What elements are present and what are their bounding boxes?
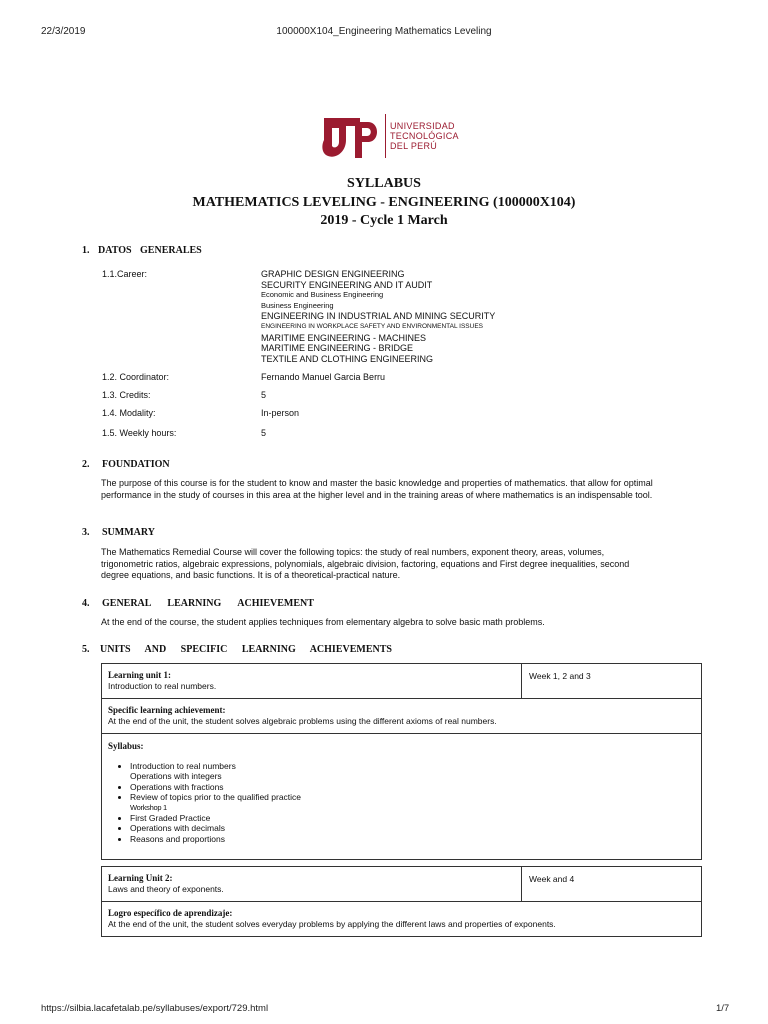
list-item: • First Graded Practice xyxy=(130,813,701,823)
foundation-text: The purpose of this course is for the student to know and master the basic knowledge and properties of mathematics. that allow for optimal performance in the study of courses in this area at the higher level and in the training areas of where mathematics is an indispensable tool. xyxy=(101,478,653,500)
unit2-achievement-text: At the end of the unit, the student solves everyday problems by applying the different laws and properties of exponents. xyxy=(108,919,556,929)
section-5-title: UNITS AND SPECIFIC LEARNING ACHIEVEMENTS xyxy=(100,644,392,655)
logo-line-1: UNIVERSIDAD xyxy=(390,121,455,131)
hours-value: 5 xyxy=(261,428,267,438)
modality-value: In-person xyxy=(261,408,300,418)
print-title: 100000X104_Engineering Mathematics Leveling xyxy=(276,26,492,37)
section-3-title: SUMMARY xyxy=(102,527,155,538)
section-3-number: 3. xyxy=(82,527,90,538)
career-item: ENGINEERING IN INDUSTRIAL AND MINING SECURITY xyxy=(261,311,496,322)
achievement-text: At the end of the course, the student applies techniques from elementary algebra to solve basic math problems. xyxy=(101,617,545,627)
unit1-weeks-cell xyxy=(521,663,702,699)
footer-url-link[interactable]: https://silbia.lacafetalab.pe/syllabuses/export/729.html xyxy=(41,1003,269,1014)
coordinator-label: 1.2. Coordinator: xyxy=(102,372,170,382)
unit1-syllabus-list xyxy=(102,761,701,844)
unit2-achievement-cell xyxy=(101,901,702,937)
list-item: • Operations with fractions xyxy=(130,782,701,792)
unit1-title-cell xyxy=(101,663,522,699)
logo-line-2: TECNOLÓGICA xyxy=(390,131,459,141)
hours-label: 1.5. Weekly hours: xyxy=(102,428,177,438)
section-2-number: 2. xyxy=(82,459,90,470)
unit1-syllabus-title: Syllabus: xyxy=(108,741,144,751)
career-list xyxy=(261,269,495,364)
list-item: • Review of topics prior to the qualified practice xyxy=(130,792,701,802)
unit1-weeks: Week 1, 2 and 3 xyxy=(529,671,591,681)
logo-line-3: DEL PERÚ xyxy=(390,141,438,151)
unit1-syllabus-cell xyxy=(101,733,702,860)
unit2-achievement-title: Logro específico de aprendizaje: xyxy=(108,908,233,918)
career-item: GRAPHIC DESIGN ENGINEERING xyxy=(261,269,405,279)
section-4-number: 4. xyxy=(82,598,90,609)
career-item: MARITIME ENGINEERING - MACHINES xyxy=(261,332,427,343)
unit1-achievement-cell xyxy=(101,698,702,734)
career-item: Economic and Business Engineering xyxy=(261,290,384,300)
unit2-weeks-cell xyxy=(521,866,702,902)
unit1-title: Learning unit 1: xyxy=(108,670,172,680)
logo-divider xyxy=(385,114,386,158)
career-item: ENGINEERING IN WORKPLACE SAFETY AND ENVIRONMENTAL ISSUES xyxy=(261,322,484,330)
unit2-weeks: Week and 4 xyxy=(529,874,575,884)
list-item: • Operations with decimals xyxy=(130,823,701,833)
summary-text: The Mathematics Remedial Course will cover the following topics: the study of real numbers, exponent theory, areas, volumes, trigonometric ratios, algebraic expressions, polynomials, algebraic division, factoring, equations and First degree inequalities, second degree equations, and basic functions. It is of a theoretical-practical nature. xyxy=(101,547,630,580)
credits-value: 5 xyxy=(261,390,267,400)
career-item: TEXTILE AND CLOTHING ENGINEERING xyxy=(261,353,434,364)
list-item: • Reasons and proportions xyxy=(130,834,701,844)
list-item: • Introduction to real numbers xyxy=(130,761,701,771)
career-item: MARITIME ENGINEERING - BRIDGE xyxy=(261,343,414,354)
unit2-title-cell xyxy=(101,866,522,902)
title-line-3: 2019 - Cycle 1 March xyxy=(320,213,448,228)
unit2-name: Laws and theory of exponents. xyxy=(108,884,224,894)
career-item: Business Engineering xyxy=(261,300,334,310)
title-line-2: MATHEMATICS LEVELING - ENGINEERING (100000X104) xyxy=(192,195,576,210)
unit1-achievement-title: Specific learning achievement: xyxy=(108,705,226,715)
section-1-title: DATOS GENERALES xyxy=(98,245,202,256)
unit1-achievement-text: At the end of the unit, the student solves algebraic problems using the different axioms of real numbers. xyxy=(108,716,497,726)
list-item: Workshop 1 xyxy=(130,802,167,812)
page-number: 1/7 xyxy=(716,1003,730,1014)
career-label: 1.1.Career: xyxy=(102,269,148,279)
modality-label: 1.4. Modality: xyxy=(102,408,156,418)
section-2-title: FOUNDATION xyxy=(102,459,170,470)
coordinator-value: Fernando Manuel Garcia Berru xyxy=(261,372,386,382)
unit1-name: Introduction to real numbers. xyxy=(108,681,217,691)
career-item: SECURITY ENGINEERING AND IT AUDIT xyxy=(261,279,433,290)
utp-logo xyxy=(322,112,382,162)
list-item: Operations with integers xyxy=(130,771,222,782)
section-4-title: GENERAL LEARNING ACHIEVEMENT xyxy=(102,598,314,609)
print-date: 22/3/2019 xyxy=(41,26,86,37)
section-1-number: 1. xyxy=(82,245,90,256)
title-line-1: SYLLABUS xyxy=(347,176,421,191)
credits-label: 1.3. Credits: xyxy=(102,390,151,400)
unit2-title: Learning Unit 2: xyxy=(108,873,173,883)
logo-wordmark xyxy=(390,121,459,151)
section-5-number: 5. xyxy=(82,644,90,655)
